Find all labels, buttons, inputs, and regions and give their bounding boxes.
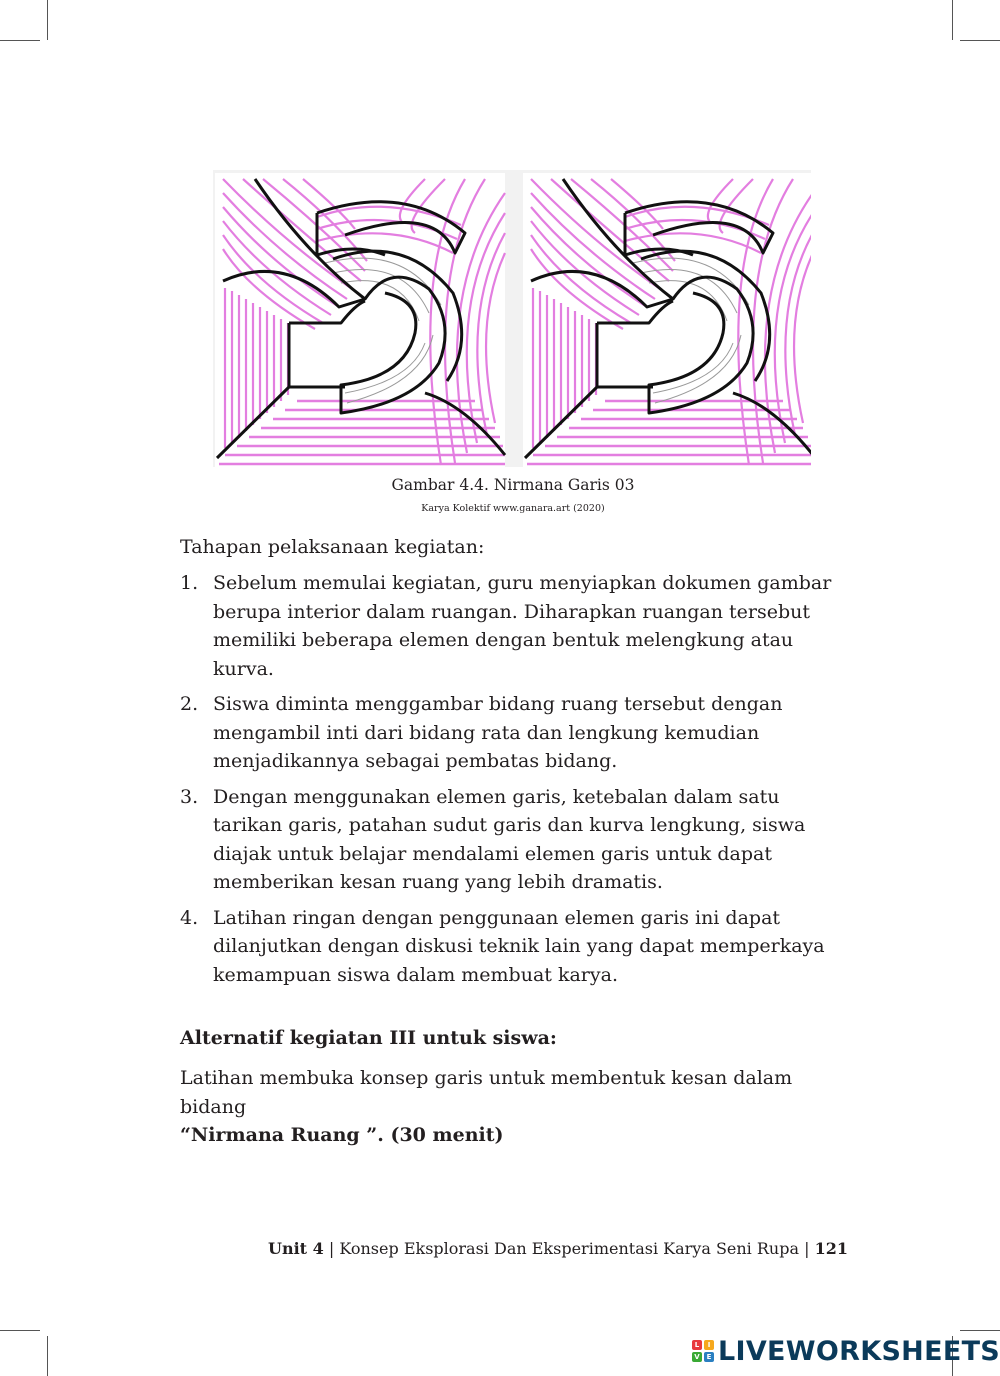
list-text: Dengan menggunakan elemen garis, ketebalan dalam satu tarikan garis, patahan sudut garis dan kurva lengkung, siswa diajak untuk belajar mendalami elemen garis untuk dapat memberikan kesan ruang yang lebih dramatis. (213, 785, 806, 893)
logo-letter: L (692, 1340, 702, 1350)
nirmana-figure (213, 170, 811, 467)
figure-caption: Gambar 4.4. Nirmana Garis 03 (391, 476, 635, 494)
list-item (180, 569, 840, 683)
page-number: 121 (814, 1239, 848, 1258)
list-number: 2. (180, 693, 199, 715)
figure-panel-left (215, 173, 505, 467)
footer-separator: | (328, 1239, 335, 1258)
list-item (180, 904, 840, 990)
logo-letter: E (704, 1352, 714, 1362)
figure-credit: Karya Kolektif www.ganara.art (2020) (421, 503, 605, 514)
logo-letter: V (692, 1352, 702, 1362)
nirmana-line-drawing (213, 170, 811, 467)
list-number: 4. (180, 906, 199, 929)
liveworksheets-icon (692, 1340, 714, 1362)
footer-title: Konsep Eksplorasi Dan Eksperimentasi Karya Seni Rupa (339, 1239, 800, 1258)
crop-mark (47, 1336, 48, 1376)
crop-mark (952, 0, 953, 40)
page-footer (268, 1239, 848, 1258)
crop-mark (960, 40, 1000, 41)
alternative-text: Latihan membuka konsep garis untuk membentuk kesan dalam bidang (180, 1067, 793, 1118)
steps-list (180, 569, 840, 996)
figure-panel-right (523, 173, 811, 467)
alternative-body (180, 1064, 840, 1150)
alternative-emphasis: “Nirmana Ruang ”. (30 menit) (180, 1124, 504, 1146)
list-text: Latihan ringan dengan penggunaan elemen garis ini dapat dilanjutkan dengan diskusi teknik lain yang dapat memperkaya kemampuan siswa dalam membuat karya. (213, 906, 825, 986)
footer-separator: | (804, 1239, 810, 1258)
list-number: 3. (180, 785, 199, 808)
liveworksheets-text: LIVEWORKSHEETS (718, 1335, 1000, 1367)
liveworksheets-logo (692, 1334, 1000, 1368)
crop-mark (47, 0, 48, 40)
alternative-heading: Alternatif kegiatan III untuk siswa: (180, 1027, 557, 1049)
list-text: Sebelum memulai kegiatan, guru menyiapkan dokumen gambar berupa interior dalam ruangan. Diharapkan ruangan tersebut memiliki beberapa elemen dengan bentuk melengkung atau kurva. (213, 572, 832, 680)
crop-mark (960, 1330, 1000, 1331)
list-item (180, 783, 840, 897)
crop-mark (0, 40, 40, 41)
crop-mark (0, 1330, 40, 1331)
list-text: Siswa diminta menggambar bidang ruang tersebut dengan mengambil inti dari bidang rata dan lengkung kemudian menjadikannya sebagai pembatas bidang. (213, 693, 783, 772)
list-item (180, 690, 840, 776)
list-number: 1. (180, 572, 199, 594)
logo-letter: I (704, 1340, 714, 1350)
intro-text: Tahapan pelaksanaan kegiatan: (180, 536, 485, 558)
footer-unit: Unit 4 (268, 1239, 324, 1258)
